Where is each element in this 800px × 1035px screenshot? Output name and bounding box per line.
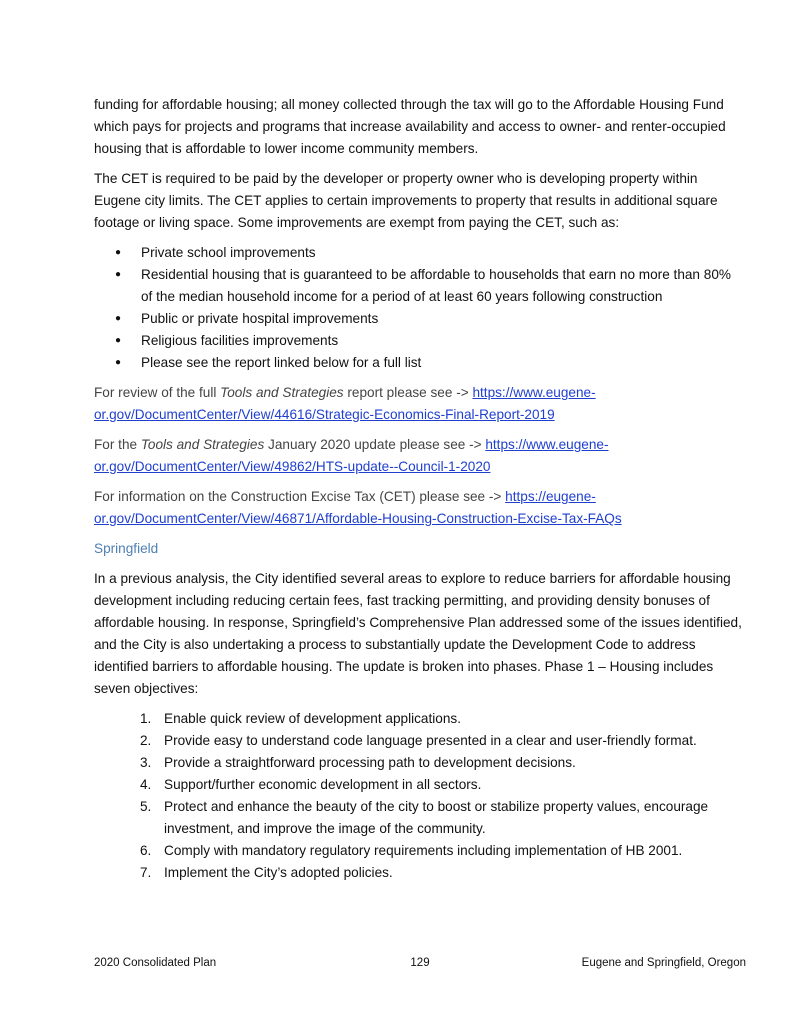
list-item — [94, 840, 746, 862]
springfield-heading: Springfield — [94, 541, 159, 556]
springfield-paragraph: In a previous analysis, the City identified several areas to explore to reduce barriers for affordable housing development including reducing certain fees, fast tracking permitting, and providing density bonuses of affordable housing. In response, Springfield’s Comprehensive Plan addressed some of the issues identified, and the City is also undertaking a process to substantially update the Development Code to address identified barriers to affordable housing. The update is broken into phases. Phase 1 – Housing includes seven objectives: — [94, 571, 742, 696]
source-text: For review of the full — [94, 385, 221, 400]
list-number: 2. — [140, 733, 152, 748]
list-number: 3. — [140, 755, 152, 770]
source-text: For the — [94, 437, 141, 452]
cet-faq-link[interactable]: https://eugene-or.gov/DocumentCenter/View/46871/Affordable-Housing-Construction-Excise-Tax-FAQs — [94, 489, 622, 526]
list-item: ● Residential housing that is guaranteed to be affordable to households that earn no more than 80% of the median household income for a period of at least 60 years following construction — [94, 264, 746, 308]
list-item: ● Please see the report linked below for a full list — [94, 352, 746, 374]
list-item — [94, 752, 746, 774]
intro-paragraph-1: funding for affordable housing; all money collected through the tax will go to the Affordable Housing Fund which pays for projects and programs that increase availability and access to owner- and renter-occupied housing that is affordable to lower income community members. — [94, 97, 726, 156]
page-number: 129 — [410, 957, 430, 969]
list-text: Enable quick review of development applications. — [164, 711, 461, 726]
report-link[interactable]: https://www.eugene-or.gov/DocumentCenter/View/44616/Strategic-Economics-Final-Report-2019 — [94, 385, 596, 422]
list-item: ● Religious facilities improvements — [94, 330, 746, 352]
list-number: 7. — [140, 865, 152, 880]
objectives-list — [94, 708, 746, 884]
source-title: Tools and Strategies — [220, 385, 344, 400]
list-item: ● Public or private hospital improvements — [94, 308, 746, 330]
list-item — [94, 708, 746, 730]
list-item — [94, 774, 746, 796]
list-text: Support/further economic development in all sectors. — [164, 777, 482, 792]
footer-plan-title: 2020 Consolidated Plan — [94, 957, 217, 969]
list-text: Provide a straightforward processing path to development decisions. — [164, 755, 576, 770]
list-item: ● Private school improvements — [94, 242, 746, 264]
list-text: Provide easy to understand code language presented in a clear and user-friendly format. — [164, 733, 697, 748]
source-tools-report — [94, 382, 746, 426]
list-number: 6. — [140, 843, 152, 858]
footer-location: Eugene and Springfield, Oregon — [581, 957, 746, 969]
source-text: For information on the Construction Excise Tax (CET) please see -> — [94, 489, 506, 504]
list-number: 5. — [140, 799, 152, 814]
source-tools-update — [94, 434, 746, 478]
list-item — [94, 730, 746, 752]
document-page — [94, 94, 746, 884]
list-text: Comply with mandatory regulatory requirements including implementation of HB 2001. — [164, 843, 683, 858]
source-cet-faq — [94, 486, 746, 530]
list-item — [94, 796, 746, 840]
list-text: Protect and enhance the beauty of the city to boost or stabilize property values, encourage investment, and improve the image of the community. — [164, 799, 709, 836]
source-text: January 2020 update please see -> — [264, 437, 486, 452]
list-number: 4. — [140, 777, 152, 792]
list-number: 1. — [140, 711, 152, 726]
list-item — [94, 862, 746, 884]
update-link[interactable]: https://www.eugene-or.gov/DocumentCenter/View/49862/HTS-update--Council-1-2020 — [94, 437, 609, 474]
source-text: report please see -> — [343, 385, 473, 400]
exemptions-list — [94, 242, 746, 374]
source-title: Tools and Strategies — [140, 437, 265, 452]
intro-paragraph-2: The CET is required to be paid by the developer or property owner who is developing property within Eugene city limits. The CET applies to certain improvements to property that results in additional square footage or living space. Some improvements are exempt from paying the CET, such as: — [94, 171, 718, 230]
list-text: Implement the City’s adopted policies. — [164, 865, 393, 880]
